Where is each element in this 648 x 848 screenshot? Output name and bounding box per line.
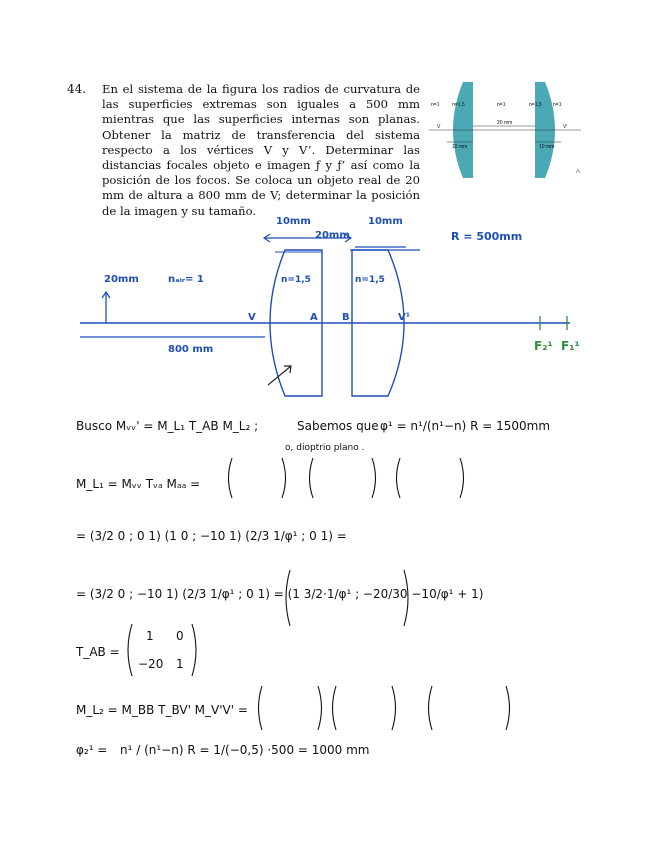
fig-thick1-label: 10 mm <box>452 144 468 150</box>
problem-number: 44. <box>67 82 87 96</box>
sketch-top-right-dim: 10mm <box>368 216 403 227</box>
problem-statement-text: En el sistema de la figura los radios de curvatura de las superficies extremas son iguales a 500 mm mientras que las superficies internas son planas. Obtener la matriz de transferencia del sistema respecto a los vértices V y V’. Determinar las distancias focales objeto e imagen ƒ y ƒ’ así como la posición de los focos. Se coloca un objeto real de 20 mm de altura a 800 mm de V; determinar la posición de la imagen y su tamaño. <box>102 82 420 218</box>
work-tab-m12: 0 <box>176 629 184 643</box>
fig-gap-label: 20 mm <box>497 120 513 126</box>
work-tab: T_AB = <box>76 645 120 659</box>
sketch-top-left-dim: 10mm <box>276 216 311 227</box>
sketch-f2: F₂¹ <box>534 339 553 353</box>
work-tab-m21: −20 <box>138 657 164 671</box>
sketch-vp: V¹ <box>398 312 411 323</box>
fig-n-left: n=1 <box>431 102 440 108</box>
work-line4: = (3/2 0 ; −10 1) (2/3 1/φ¹ ; 0 1) = (1 3/2·1/φ¹ ; −20/30 −10/φ¹ + 1) <box>76 587 484 601</box>
fig-n-lens1: n=1,5 <box>452 102 465 108</box>
work-line5: M_L₂ = M_BB T_BV' M_V'V' = <box>76 703 248 717</box>
fig-n-right: n=1 <box>553 102 562 108</box>
work-line1-mid: Sabemos que <box>297 419 379 433</box>
sketch-radius: R = 500mm <box>451 230 523 243</box>
sketch-n-air: nₐᵢᵣ= 1 <box>168 274 204 285</box>
work-line1-formula: φ¹ = n¹/(n¹−n) R = 1500mm <box>380 419 551 433</box>
sketch-n-lens1: n=1,5 <box>281 275 311 285</box>
sketch-f1: F₁¹ <box>561 339 580 353</box>
fig-vp-label: V' <box>563 124 568 130</box>
work-line5-matrices <box>259 686 510 730</box>
sketch-b: B <box>342 312 350 323</box>
work-note: o, dioptrio plano . <box>285 443 365 453</box>
work-line2: M_L₁ = Mᵥᵥ Tᵥₐ Mₐₐ = <box>76 477 201 491</box>
work-line6-left: φ₂¹ = <box>76 743 108 757</box>
sketch-n-lens2: n=1,5 <box>355 275 385 285</box>
work-line2-matrices <box>229 458 464 498</box>
work-tab-m22: 1 <box>176 657 184 671</box>
fig-n-lens2: n=1,5 <box>529 102 542 108</box>
sketch-object-distance: 800 mm <box>168 344 214 355</box>
fig-corner-label: A <box>576 169 581 175</box>
sketch-object-height: 20mm <box>104 274 139 285</box>
work-tab-m11: 1 <box>146 629 154 643</box>
sketch-mid-dim: 20mm <box>315 230 350 241</box>
fig-n-mid: n=1 <box>497 102 506 108</box>
fig-v-label: V <box>437 124 441 130</box>
sketch-a: A <box>310 312 318 323</box>
work-line6-frac: n¹ / (n¹−n) R = 1/(−0,5) ·500 = 1000 mm <box>120 743 370 757</box>
sketch-v: V <box>248 312 256 323</box>
work-line1-left: Busco Mᵥᵥ' = M_L₁ T_AB M_L₂ ; <box>76 419 259 433</box>
fig-thick2-label: 10 mm <box>539 144 555 150</box>
work-line3: = (3/2 0 ; 0 1) (1 0 ; −10 1) (2/3 1/φ¹ ; 0 1) = <box>76 529 347 543</box>
